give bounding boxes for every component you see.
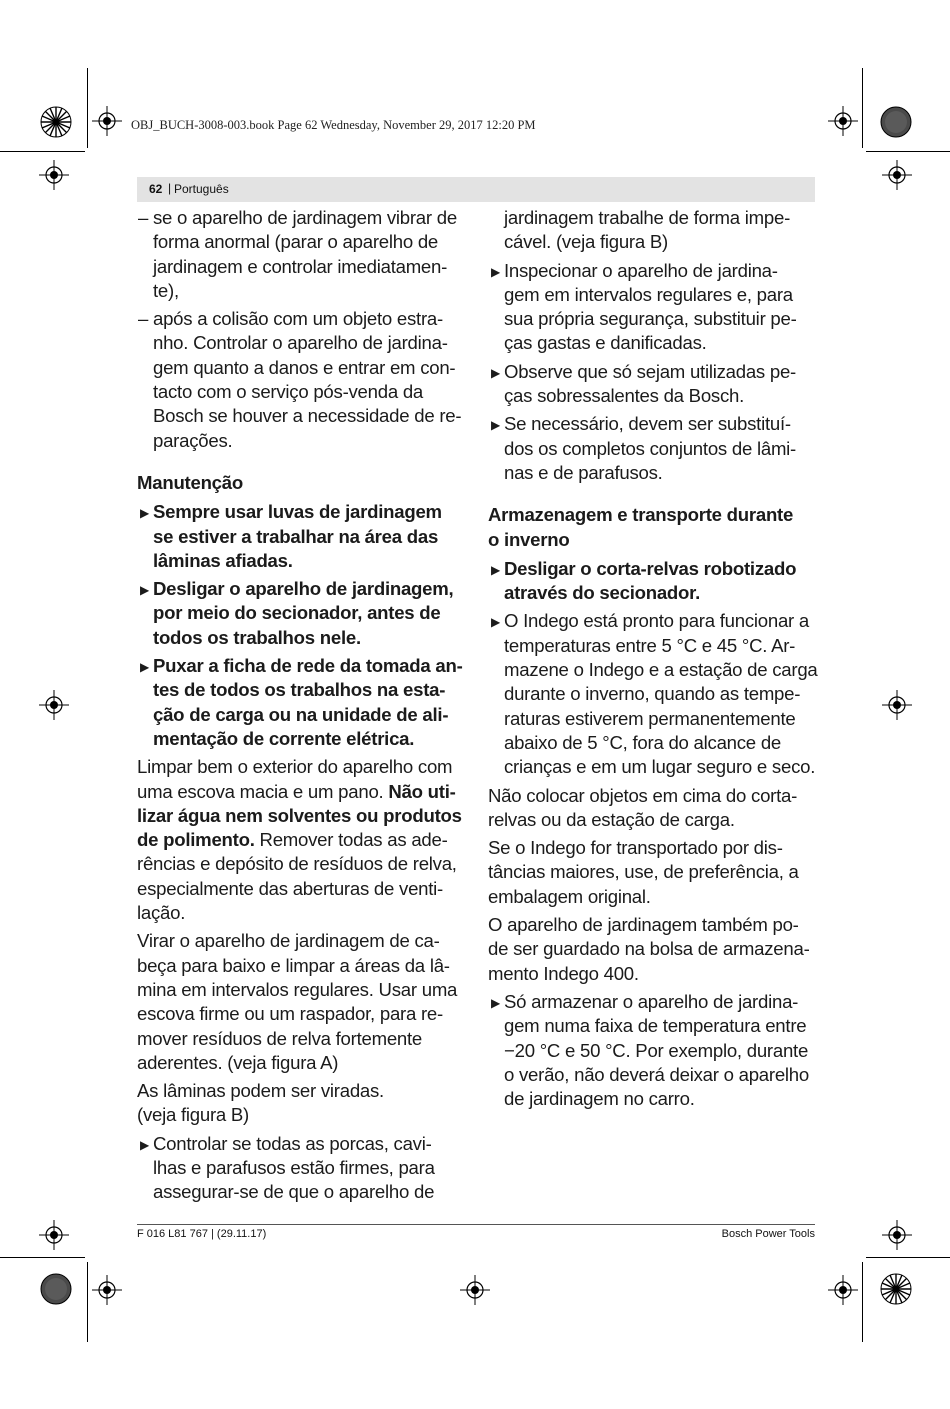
triangle-bullet-icon: ▶ [491,365,500,380]
text-line: se estiver a trabalhar na área das [153,525,439,547]
text-line: Sempre usar luvas de jardinagem [153,501,442,523]
triangle-bullet-icon: ▶ [491,995,500,1010]
crop-mark [0,1257,85,1258]
dash-marker: – [138,207,149,228]
crop-mark [866,151,950,152]
text-line: rências e depósito de resíduos de relva, [137,853,457,875]
text-line: gem numa faixa de temperatura entre [504,1015,807,1037]
text-line: gem em intervalos regulares e, para [504,283,793,305]
text-line: beça para baixo e limpar a áreas da lâ- [137,954,450,976]
dash-marker: – [138,308,149,330]
footer-rule [137,1224,815,1225]
registration-mark-icon [92,1275,122,1305]
text-line: tes de todos os trabalhos na esta- [153,679,446,701]
text-line: se o aparelho de jardinagem vibrar de [153,207,457,228]
text-line: Puxar a ficha de rede da tomada an- [153,655,463,677]
text-line: nho. Controlar o aparelho de jardina- [153,332,448,354]
triangle-bullet-icon: ▶ [491,615,500,630]
text-line: abaixo de 5 °C, fora do alcance de [504,731,781,753]
text-line: Só armazenar o aparelho de jardina- [504,990,799,1012]
paragraph [488,784,818,833]
text-line: embalagem original. [488,885,651,907]
text-line: te), [153,279,179,301]
dark-circle-mark-icon [880,106,912,138]
text-line: tacto com o serviço pós-venda da [153,381,424,403]
warning-bullet [488,557,818,606]
instruction-bullet [137,1132,465,1205]
text-line: tâncias maiores, use, de preferência, a [488,861,799,883]
text-line: através do secionador. [504,582,701,604]
header-separator: | [168,181,172,195]
heading-line: o inverno [488,528,570,550]
registration-mark-icon [39,1220,69,1250]
triangle-bullet-icon: ▶ [140,583,149,598]
text-line: O Indego está pronto para funcionar a [504,610,809,632]
text-line: jardinagem e controlar imediatamen- [153,255,448,277]
cleaning-paragraph [137,755,465,925]
text-line [137,828,465,852]
text-line: Desligar o aparelho de jardinagem, [153,578,454,600]
text-line: mentação de corrente elétrica. [153,727,415,749]
text-line: raturas estiverem permanentemente [504,707,796,729]
left-column [137,206,465,1209]
bold-text-run: Não uti- [388,780,456,802]
instruction-bullet [488,259,818,356]
registration-mark-icon [828,1275,858,1305]
text-line: relvas ou da estação de carga. [488,808,735,830]
starburst-mark-icon [40,106,72,138]
crop-mark [0,151,85,152]
text-line: Controlar se todas as porcas, cavi- [153,1132,432,1154]
list-item [137,307,465,453]
text-line: lâminas afiadas. [153,549,293,571]
section-heading-maintenance: Manutenção [137,471,243,493]
footer-brand: Bosch Power Tools [721,1228,815,1240]
warning-bullet [137,577,465,650]
text-line: O aparelho de jardinagem também po- [488,914,799,936]
print-slug-line: OBJ_BUCH-3008-003.book Page 62 Wednesday, November 29, 2017 12:20 PM [131,118,536,132]
text-run: Remover todas as ade- [254,829,448,851]
text-line: Observe que só sejam utilizadas pe- [504,360,797,382]
text-line: escova firme ou um raspador, para re- [137,1003,443,1025]
registration-mark-icon [460,1275,490,1305]
text-line: mazene o Indego e a estação de carga [504,659,818,681]
text-line: Se o Indego for transportado por dis- [488,837,783,859]
warning-bullet [137,500,465,573]
registration-mark-icon [92,106,122,136]
bold-text-line: lizar água nem solventes ou produtos [137,804,462,826]
paragraph [488,913,818,986]
text-run: uma escova macia e um pano. [137,780,389,802]
text-line [137,780,465,804]
triangle-bullet-icon: ▶ [491,562,500,577]
bold-text-run: de polimento. [137,829,255,851]
text-line: aderentes. (veja figura A) [137,1051,339,1073]
text-line: Não colocar objetos em cima do corta- [488,784,798,806]
crop-mark [866,1257,950,1258]
text-line: lhas e parafusos estão firmes, para [153,1156,435,1178]
text-line: (veja figura B) [137,1104,249,1126]
triangle-bullet-icon: ▶ [140,660,149,675]
triangle-bullet-icon: ▶ [491,264,500,279]
text-line: Se necessário, devem ser substituí- [504,413,791,435]
registration-mark-icon [882,160,912,190]
page-header [137,177,815,202]
continued-bullet-text [488,206,818,255]
instruction-bullet [488,990,818,1111]
page-number: 62 [149,182,163,196]
crop-mark [862,1262,863,1342]
text-line: assegurar-se de que o aparelho de [153,1181,435,1203]
instruction-bullet [488,609,818,779]
registration-mark-icon [39,160,69,190]
list-item [137,206,465,303]
text-line: todos os trabalhos nele. [153,626,361,648]
text-line: especialmente das aberturas de venti- [137,877,443,899]
text-line: após a colisão com um objeto estra- [153,308,443,330]
triangle-bullet-icon: ▶ [140,1137,149,1152]
triangle-bullet-icon: ▶ [140,506,149,521]
text-line: Limpar bem o exterior do aparelho com [137,756,453,778]
text-line: o verão, não deverá deixar o aparelho [504,1063,809,1085]
crop-mark [862,68,863,148]
registration-mark-icon [828,106,858,136]
header-language: Português [174,182,229,196]
instruction-bullet [488,412,818,485]
starburst-mark-icon [880,1273,912,1305]
registration-mark-icon [882,690,912,720]
text-line: Desligar o corta-relvas robotizado [504,557,797,579]
text-line: ção de carga ou na unidade de ali- [153,703,449,725]
text-line: −20 °C e 50 °C. Por exemplo, durante [504,1039,809,1061]
dark-circle-mark-icon [40,1273,72,1305]
text-line: lação. [137,902,186,924]
text-line: Virar o aparelho de jardinagem de ca- [137,930,440,952]
text-line: mento Indego 400. [488,962,639,984]
instruction-bullet [488,360,818,409]
warning-bullet [137,654,465,751]
triangle-bullet-icon: ▶ [491,418,500,433]
heading-line: Armazenagem e transporte durante [488,504,794,526]
footer-document-code: F 016 L81 767 | (29.11.17) [137,1228,267,1240]
crop-mark [87,68,88,148]
turn-over-paragraph [137,929,465,1075]
right-column [488,206,818,1115]
text-line: parações. [153,429,233,451]
text-line: sua própria segurança, substituir pe- [504,308,797,330]
text-line: crianças e em um lugar seguro e seco. [504,756,816,778]
paragraph [488,836,818,909]
text-line: Inspecionar o aparelho de jardina- [504,259,778,281]
text-line: As lâminas podem ser viradas. [137,1080,384,1102]
text-line: de jardinagem no carro. [504,1088,695,1110]
registration-mark-icon [882,1220,912,1250]
text-line: cável. (veja figura B) [504,231,668,253]
text-line: dos os completos conjuntos de lâmi- [504,437,797,459]
text-line: ças gastas e danificadas. [504,332,707,354]
crop-mark [87,1262,88,1342]
text-line: gem quanto a danos e entrar em con- [153,356,456,378]
text-line: mina em intervalos regulares. Usar uma [137,978,458,1000]
text-line: mover resíduos de relva fortemente [137,1027,423,1049]
text-line: forma anormal (parar o aparelho de [153,231,439,253]
text-line: nas e de parafusos. [504,461,663,483]
text-line: ças sobressalentes da Bosch. [504,385,745,407]
text-line: jardinagem trabalhe de forma impe- [504,207,791,228]
text-line: de ser guardado na bolsa de armazena- [488,938,810,960]
blades-paragraph [137,1079,465,1128]
text-line: por meio do secionador, antes de [153,602,441,624]
text-line: temperaturas entre 5 °C e 45 °C. Ar- [504,634,796,656]
text-line: durante o inverno, quando as tempe- [504,683,801,705]
text-line: Bosch se houver a necessidade de re- [153,405,462,427]
registration-mark-icon [39,690,69,720]
section-heading-storage [488,503,818,552]
